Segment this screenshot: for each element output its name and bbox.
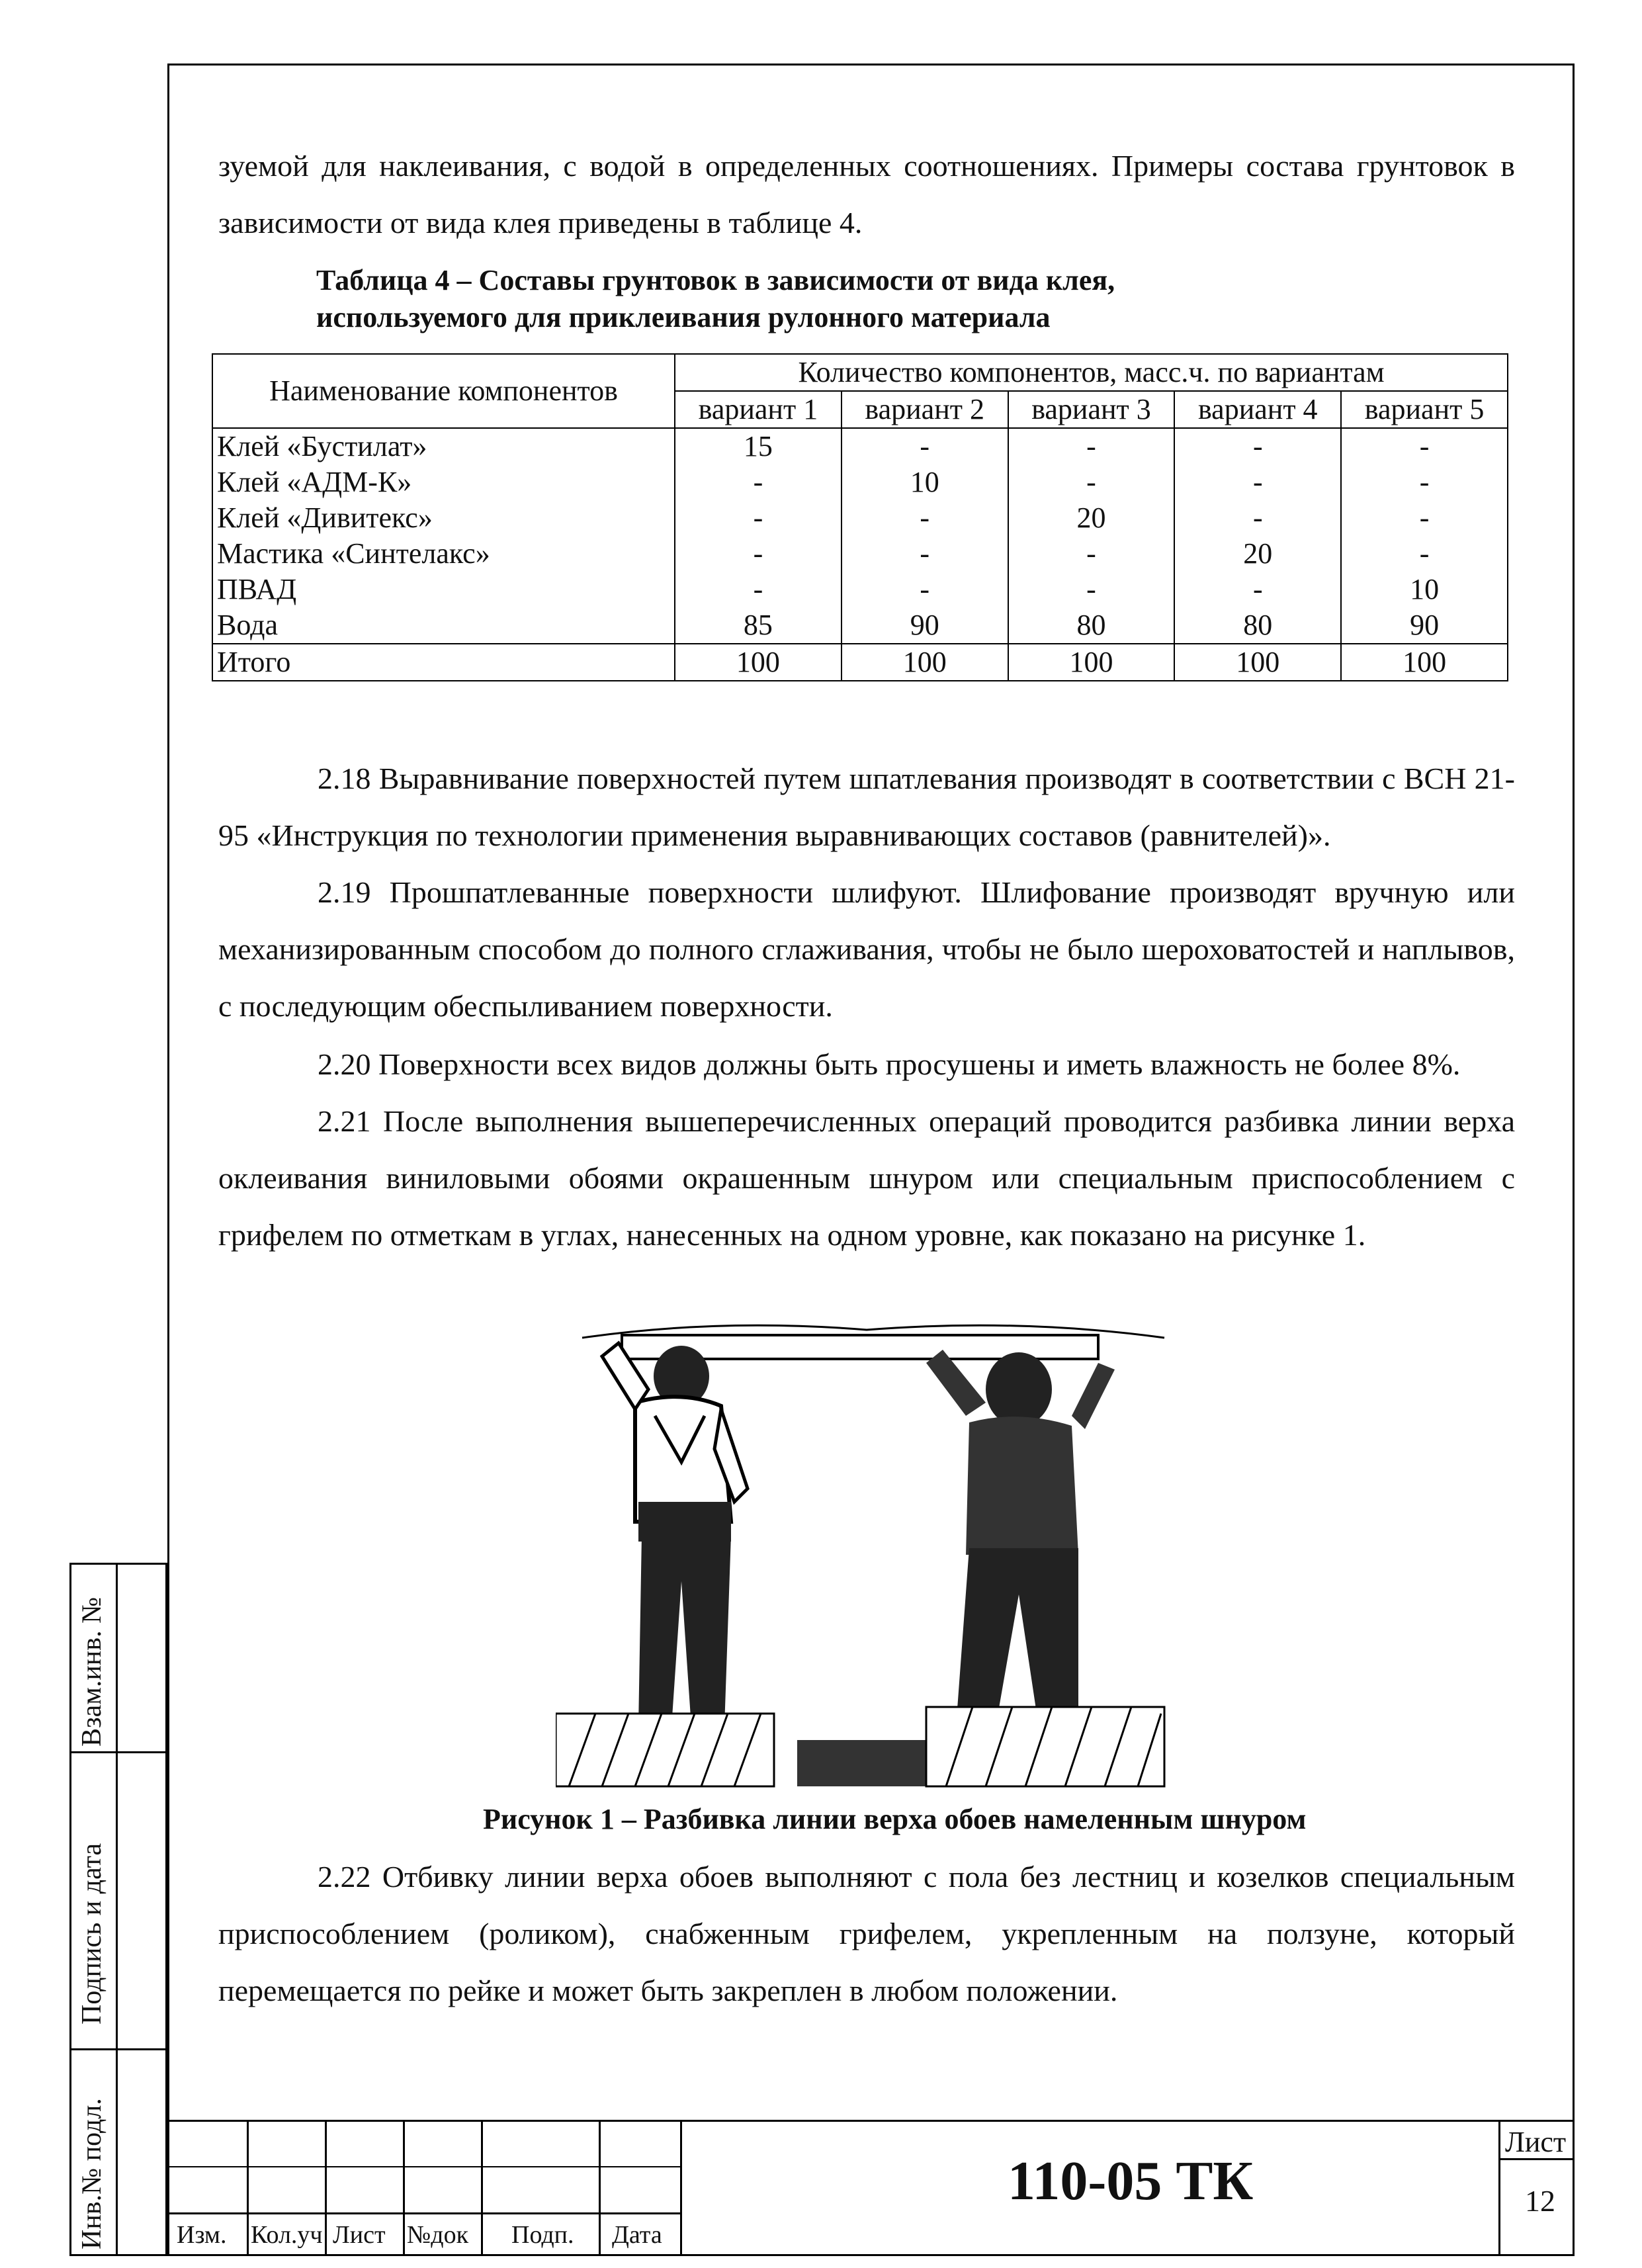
sheet-label: Лист: [1505, 2126, 1567, 2158]
row-name: Клей «Дивитекс»: [212, 500, 675, 536]
sheet-number: 12: [1525, 2184, 1555, 2218]
stamp-vzam-label: Взам.инв. №: [77, 1596, 107, 1747]
cell: 100: [1008, 644, 1175, 681]
document-code: 110-05 ТК: [1008, 2150, 1254, 2212]
header-name: Наименование компонентов: [212, 354, 675, 428]
cell: -: [1008, 464, 1175, 500]
variant-header: вариант 5: [1341, 391, 1508, 428]
paint-tray: [797, 1740, 929, 1786]
cell: -: [1008, 572, 1175, 607]
cell: -: [1341, 428, 1508, 464]
cell: 20: [1008, 500, 1175, 536]
intro-paragraph: зуемой для наклеивания, с водой в определенных соотношениях. Примеры состава грунтовок в зависимости от вида клея приведены в таблице 4.: [218, 149, 1515, 240]
cell: -: [1008, 428, 1175, 464]
cell: 80: [1008, 607, 1175, 644]
col-ndok: №док: [407, 2221, 469, 2249]
row-name: Итого: [212, 644, 675, 681]
stamp-podpis-label: Подпись и дата: [77, 1843, 107, 2025]
cell: 100: [1341, 644, 1508, 681]
cell: 10: [1341, 572, 1508, 607]
cell: -: [675, 536, 842, 572]
paragraph-2-20: 2.20 Поверхности всех видов должны быть просушены и иметь влажность не более 8%.: [318, 1047, 1461, 1081]
table-row: [212, 500, 1508, 536]
cell: -: [1341, 464, 1508, 500]
cell: -: [1174, 464, 1341, 500]
cell: 100: [1174, 644, 1341, 681]
cell: 100: [675, 644, 842, 681]
table-row: [212, 572, 1508, 607]
cell: 100: [842, 644, 1008, 681]
row-name: Мастика «Синтелакс»: [212, 536, 675, 572]
row-name: ПВАД: [212, 572, 675, 607]
cell: -: [675, 464, 842, 500]
figure-caption: Рисунок 1 – Разбивка линии верха обоев намеленным шнуром: [483, 1803, 1307, 1835]
row-name: Вода: [212, 607, 675, 644]
figure-illustration: [556, 1317, 1178, 1793]
cell: -: [1341, 536, 1508, 572]
table-caption-line1: Таблица 4 – Составы грунтовок в зависимости от вида клея,: [316, 264, 1115, 296]
variant-header: вариант 2: [842, 391, 1008, 428]
cell: -: [842, 500, 1008, 536]
variant-header: вариант 3: [1008, 391, 1175, 428]
table-caption-line2: используемого для приклеивания рулонного материала: [316, 301, 1051, 333]
table-total-row: [212, 644, 1508, 681]
cell: 20: [1174, 536, 1341, 572]
col-data: Дата: [612, 2221, 662, 2249]
cell: 90: [842, 607, 1008, 644]
table-row: [212, 536, 1508, 572]
row-name: Клей «Бустилат»: [212, 428, 675, 464]
paragraph-2-22: 2.22 Отбивку линии верха обоев выполняют с пола без лестниц и козелков специальным приспособлением (роликом), снабженным грифелем, укрепленным на ползуне, который перемещается по рейке и может быть закреплен в любом положении.: [218, 1860, 1515, 2007]
col-list: Лист: [333, 2221, 386, 2249]
col-koluch: Кол.уч: [251, 2221, 323, 2249]
col-izm: Изм.: [177, 2221, 227, 2249]
variant-header: вариант 4: [1174, 391, 1341, 428]
cell: -: [842, 572, 1008, 607]
cell: -: [1174, 428, 1341, 464]
cell: 85: [675, 607, 842, 644]
table-row: [212, 464, 1508, 500]
paragraph-2-21: 2.21 После выполнения вышеперечисленных операций проводится разбивка линии верха оклеивания виниловыми обоями окрашенным шнуром или специальным приспособлением с грифелем по отметкам в углах, нанесенных на одном уровне, как показано на рисунке 1.: [218, 1104, 1515, 1252]
col-podp: Подп.: [511, 2221, 574, 2249]
paragraph-2-18: 2.18 Выравнивание поверхностей путем шпатлевания производят в соответствии с ВСН 21-95 «Инструкция по технологии применения выравнивающих составов (равнителей)».: [218, 762, 1515, 852]
cell: 80: [1174, 607, 1341, 644]
cell: -: [1174, 572, 1341, 607]
table-header-row: [212, 354, 1508, 391]
worker-left: [602, 1343, 748, 1739]
cell: -: [842, 536, 1008, 572]
cell: 90: [1341, 607, 1508, 644]
cell: -: [1008, 536, 1175, 572]
table-row: [212, 428, 1508, 464]
row-name: Клей «АДМ-К»: [212, 464, 675, 500]
table-row: [212, 607, 1508, 644]
cell: -: [675, 572, 842, 607]
cell: -: [1341, 500, 1508, 536]
floor-left: [556, 1714, 774, 1786]
paragraph-2-19: 2.19 Прошпатлеванные поверхности шлифуют. Шлифование производят вручную или механизированным способом до полного сглаживания, чтобы не было шероховатостей и наплывов, с последующим обеспыливанием поверхности.: [218, 875, 1515, 1023]
stamp-divider: [116, 1563, 118, 2256]
cell: -: [675, 500, 842, 536]
components-table: [212, 353, 1508, 681]
cell: -: [842, 428, 1008, 464]
stamp-inv-label: Инв.№ подл.: [77, 2098, 107, 2249]
variant-header: вариант 1: [675, 391, 842, 428]
cell: 10: [842, 464, 1008, 500]
title-block: [167, 2120, 1575, 2256]
header-group: Количество компонентов, масс.ч. по вариантам: [675, 354, 1508, 391]
worker-right: [926, 1350, 1115, 1739]
cell: -: [1174, 500, 1341, 536]
cell: 15: [675, 428, 842, 464]
floor-right: [926, 1707, 1164, 1786]
